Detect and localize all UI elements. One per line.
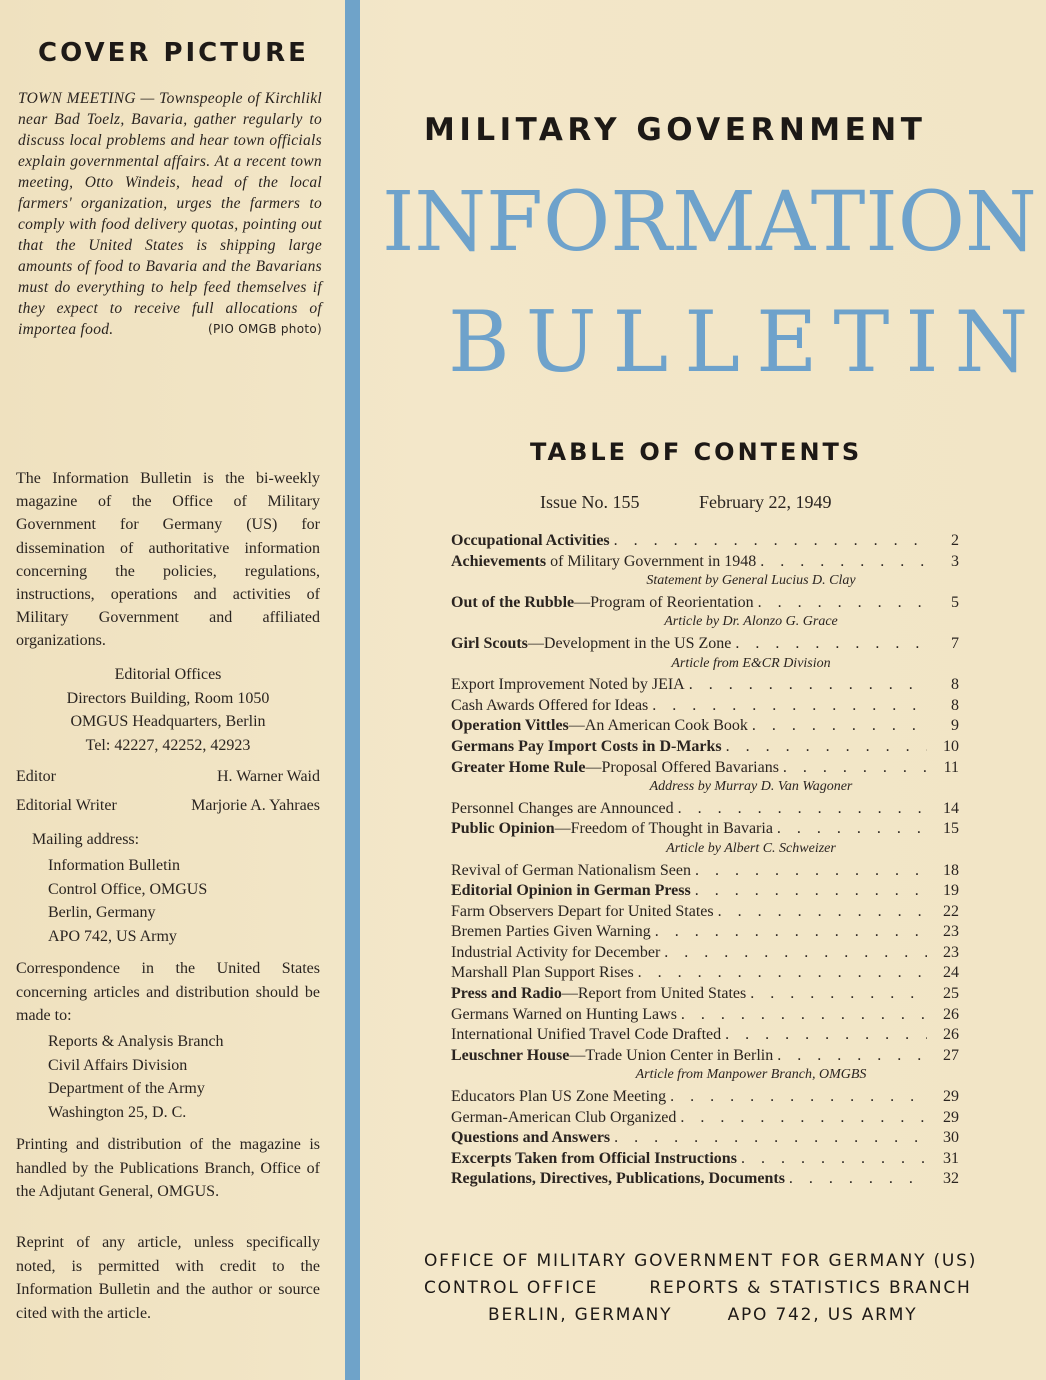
toc-entry-bold: Occupational Activities [451,532,610,549]
toc-entry-bold: Public Opinion [451,820,555,838]
toc-page-number: 8 [951,696,959,714]
table-of-contents-heading: TABLE OF CONTENTS [530,438,863,466]
left-column [0,0,345,1380]
mailing-address [48,854,207,948]
toc-entry-byline: Address by Murray D. Van Wagoner [649,779,853,795]
toc-page-number: 22 [943,902,959,920]
toc-leader-dots [726,738,927,756]
toc-entry-text: Farm Observers Depart for United States [451,902,714,920]
toc-leader-dots [750,985,927,1003]
toc-entry-text: Export Improvement Noted by JEIA [451,676,685,694]
issue-number: Issue No. 155 [540,492,640,512]
footer-apo: APO 742, US ARMY [727,1305,918,1325]
toc-page-number: 14 [943,799,959,817]
toc-entry-title [451,1006,681,1024]
toc-page-number: 15 [943,820,959,838]
toc-page-number: 27 [943,1046,959,1064]
footer-control-office: CONTROL OFFICE [424,1278,599,1298]
toc-entry-title [451,1088,670,1106]
editor-label: Editor [16,768,56,785]
toc-entry-text: —Freedom of Thought in Bavaria [554,820,773,838]
toc-entry-title [451,594,758,612]
toc-entry [451,635,959,656]
toc-entry-bold: Girl Scouts [451,634,528,652]
editorial-offices-line: Tel: 42227, 42252, 42923 [85,736,251,754]
toc-entry [451,717,959,738]
cover-caption: TOWN MEETING — Townspeople of Kirchlikl near Bad Toelz, Bavaria, gather regularly to discuss local problems and hear town officials explain governmental affairs. At a recent town meeting, Otto Windeis, head of the local farmers' organization, urges the farmers to comply with food delivery quotas, pointing out that the United States is shipping large amounts of food to Bavaria and the Bavarians must do everything to help feed themselves if they expect to receive full allocations of importea food. [18,90,322,338]
cover-picture-heading: COVER PICTURE [38,38,309,68]
toc-entry [451,820,959,841]
footer-line-1: OFFICE OF MILITARY GOVERNMENT FOR GERMANY (US) [424,1251,978,1271]
toc-entry-text: Industrial Activity for December [451,943,661,961]
toc-entry [451,882,959,903]
toc-leader-dots [718,903,927,921]
toc-entry-title [451,944,664,962]
masthead-information: INFORMATION [382,175,1037,270]
editorial-offices-line: Directors Building, Room 1050 [66,689,270,707]
toc-entry-text: Marshall Plan Support Rises [451,964,634,982]
toc-entry-text: Revival of German Nationalism Seen [451,861,691,879]
toc-page-number: 23 [943,923,959,941]
toc-leader-dots [777,820,927,838]
toc-entry-bold: Germans Pay Import Costs in D-Marks [451,737,722,755]
writer-name: Marjorie A. Yahraes [191,797,320,814]
about-bulletin: The Information Bulletin is the bi-weekly magazine of the Office of Military Government for Germany (US) for dissemination of authoritative information concerning the policies, regulations, instructions, operations and activities of Military Government and affiliated organizations. [16,470,320,650]
toc-page-number: 2 [951,532,959,549]
masthead-bulletin: BULLETIN [448,293,1045,391]
editorial-offices [16,663,320,757]
toc-entry [451,1088,959,1109]
toc-entry-byline: Article from Manpower Branch, OMGBS [635,1067,867,1083]
correspondence-address [48,1030,224,1124]
toc-page-number: 32 [943,1170,959,1188]
correspondence-note: Correspondence in the United States concerning articles and distribution should be made to: [16,960,320,1024]
publisher-footer [424,1248,977,1329]
mailing-line: Berlin, Germany [48,904,156,921]
toc-entry-title [451,800,678,818]
correspondence-line: Washington 25, D. C. [48,1103,187,1121]
toc-entry-byline: Article by Dr. Alonzo G. Grace [664,614,838,630]
toc-leader-dots [725,1026,927,1044]
toc-entry [451,1047,959,1068]
toc-entry [451,1170,959,1191]
toc-entry-text: of Military Government in 1948 [546,552,757,570]
toc-entry-title [451,676,689,694]
footer-line-3 [424,1302,977,1329]
toc-page-number: 10 [943,737,959,755]
toc-entry [451,1006,959,1027]
toc-leader-dots [680,1109,927,1127]
printing-note: Printing and distribution of the magazine is handled by the Publications Branch, Office of the Adjutant General, OMGUS. [16,1136,320,1200]
footer-city: BERLIN, GERMANY [488,1305,673,1325]
toc-entry-title [451,1170,789,1188]
correspondence-line: Civil Affairs Division [48,1056,188,1074]
toc-entry-text: —An American Cook Book [568,717,748,735]
toc-entry-text: German-American Club Organized [451,1108,677,1126]
toc-page-number: 5 [951,593,959,611]
issue-line [540,492,831,513]
toc-leader-dots [670,1088,927,1106]
toc-entry-bold: Questions and Answers [451,1129,611,1147]
toc-entry-title [451,697,652,715]
toc-entry-title [451,1129,614,1147]
editorial-offices-line: OMGUS Headquarters, Berlin [70,713,266,730]
toc-entry-bold: Excerpts Taken from Official Instructions [451,1149,737,1167]
photo-credit: (PIO OMGB photo) [208,322,322,336]
mailing-address-label: Mailing address: [32,831,140,848]
blue-divider-stripe [345,0,360,1380]
toc-entry-title [451,820,777,838]
toc-page-number: 29 [943,1088,959,1106]
toc-entry [451,985,959,1006]
toc-entry-title [451,964,638,982]
toc-entry-text: Educators Plan US Zone Meeting [451,1088,667,1106]
toc-page-number: 23 [943,943,959,961]
toc-leader-dots [695,862,927,880]
toc-entry-text: —Trade Union Center in Berlin [569,1046,774,1064]
toc-leader-dots [777,1047,927,1065]
toc-page-number: 25 [943,985,959,1003]
toc-leader-dots [678,800,927,818]
toc-leader-dots [695,882,927,900]
toc-entry-text: Cash Awards Offered for Ideas [451,696,649,714]
toc-entry-text: Bremen Parties Given Warning [451,923,651,941]
toc-entry-title [451,635,735,653]
toc-leader-dots [664,944,927,962]
toc-entry [451,800,959,821]
toc-entry [451,697,959,718]
toc-leader-dots [638,964,927,982]
correspondence-line: Reports & Analysis Branch [48,1033,224,1050]
toc-entry-bold: Achievements [451,552,547,570]
toc-entry-byline: Statement by General Lucius D. Clay [646,573,856,589]
editorial-offices-heading: Editorial Offices [114,666,222,683]
toc-leader-dots [689,676,927,694]
writer-label: Editorial Writer [16,797,117,814]
issue-date: February 22, 1949 [699,492,832,512]
toc-entry-bold: Regulations, Directives, Publications, Documents [451,1170,785,1188]
toc-page-number: 19 [943,882,959,900]
toc-entry-title [451,717,752,735]
toc-entry-text: Germans Warned on Hunting Laws [451,1005,677,1023]
cover-caption-block [18,88,322,340]
toc-entry-title [451,882,695,900]
toc-entry-bold: Press and Radio [451,985,562,1003]
toc-entry [451,594,959,615]
toc-entry-text: —Report from United States [561,985,747,1003]
mailing-line: Information Bulletin [48,857,180,874]
toc-leader-dots [652,697,927,715]
toc-leader-dots [783,759,927,777]
toc-entry-title [451,923,655,941]
toc-entry-text: International Unified Travel Code Drafted [451,1026,722,1044]
writer-credit [16,797,320,815]
toc-page-number: 30 [943,1129,959,1147]
toc-entry [451,862,959,883]
toc-entry [451,532,959,553]
toc-entry-title [451,985,750,1003]
toc-entry-title [451,1026,725,1044]
toc-entry-text: —Proposal Offered Bavarians [585,758,779,776]
toc-page-number: 8 [951,676,959,694]
correspondence-line: Department of the Army [48,1080,205,1097]
reprint-note: Reprint of any article, unless specifically noted, is permitted with credit to the Information Bulletin and the author or source cited with the article. [16,1234,320,1322]
toc-entry-text: —Development in the US Zone [527,634,732,652]
toc-entry-bold: Out of the Rubble [451,593,575,611]
toc-entry [451,738,959,759]
toc-entry [451,1026,959,1047]
toc-entry-text: —Program of Reorientation [574,593,754,611]
toc-page-number: 24 [943,964,959,982]
toc-entry [451,964,959,985]
toc-entry-bold: Leuschner House [451,1046,570,1064]
toc-entry-title [451,1047,777,1065]
masthead-military-government: MILITARY GOVERNMENT [424,112,927,148]
toc-page-number: 3 [951,552,959,570]
toc-page-number: 18 [943,861,959,879]
toc-page-number: 11 [943,758,959,776]
toc-page-number: 7 [951,634,959,652]
toc-leader-dots [758,594,927,612]
toc-entry-title [451,738,726,756]
toc-entry [451,1129,959,1150]
toc-leader-dots [614,1129,927,1147]
toc-entry-bold: Greater Home Rule [451,758,586,776]
toc-entry-title [451,862,695,880]
toc-entry [451,553,959,574]
footer-line-2 [424,1275,977,1302]
editor-name: H. Warner Waid [216,768,320,785]
toc-entry [451,944,959,965]
toc-entry-bold: Operation Vittles [451,717,569,735]
toc-entry [451,759,959,780]
footer-branch: REPORTS & STATISTICS BRANCH [649,1278,972,1298]
toc-page-number: 26 [943,1005,959,1023]
editor-credit [16,768,320,786]
mailing-line: Control Office, OMGUS [48,880,208,898]
toc-entry [451,1109,959,1130]
mailing-line: APO 742, US Army [48,927,177,945]
contents-list [451,532,959,1191]
toc-leader-dots [735,635,927,653]
toc-leader-dots [681,1006,927,1024]
toc-entry [451,1150,959,1171]
toc-page-number: 9 [951,717,959,735]
right-column [360,0,1046,1380]
toc-entry-title [451,1150,741,1168]
toc-entry [451,903,959,924]
toc-leader-dots [655,923,927,941]
toc-page-number: 26 [943,1026,959,1044]
toc-entry-text: Personnel Changes are Announced [451,799,674,817]
toc-entry-bold: Editorial Opinion in German Press [451,882,691,900]
toc-entry [451,676,959,697]
toc-leader-dots [760,553,927,571]
toc-entry-title [451,759,783,777]
toc-entry-byline: Article from E&CR Division [671,655,831,671]
toc-leader-dots [741,1150,927,1168]
toc-page-number: 29 [943,1108,959,1126]
toc-leader-dots [789,1170,927,1188]
toc-leader-dots [752,717,927,735]
toc-entry [451,923,959,944]
toc-leader-dots [614,532,927,550]
toc-entry-byline: Article by Albert C. Schweizer [666,840,836,856]
toc-entry-title [451,553,760,571]
toc-page-number: 31 [943,1149,959,1167]
toc-entry-title [451,903,718,921]
toc-entry-title [451,532,614,550]
toc-entry-title [451,1109,680,1127]
